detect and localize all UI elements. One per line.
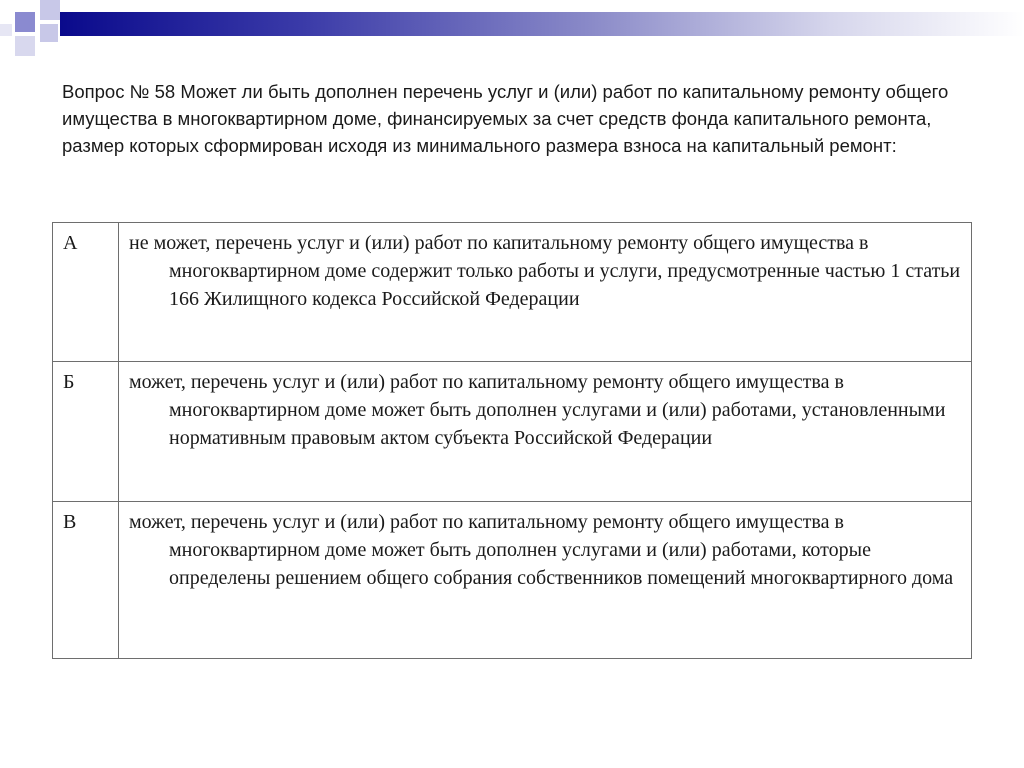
answer-letter: Б [53, 362, 119, 502]
answer-letter: А [53, 223, 119, 362]
answer-text: не может, перечень услуг и (или) работ по капитальному ремонту общего имущества в многоквартирном доме содержит только работы и услуги, предусмотренные частью 1 статьи 166 Жилищного кодекса Российской Федерации [119, 223, 972, 362]
decor-square [15, 12, 35, 32]
answers-table [52, 222, 972, 659]
decor-square [40, 24, 58, 42]
answer-row [53, 502, 972, 659]
question-text: Вопрос № 58 Может ли быть дополнен перечень услуг и (или) работ по капитальному ремонту общего имущества в многоквартирном доме, финансируемых за счет средств фонда капитального ремонта, размер которых сформирован исходя из минимального размера взноса на капитальный ремонт: [62, 81, 949, 156]
decor-square [0, 24, 12, 36]
answer-text: может, перечень услуг и (или) работ по капитальному ремонту общего имущества в многоквартирном доме может быть дополнен услугами и (или) работами, которые определены решением общего собрания собственников помещений многоквартирного дома [119, 502, 972, 659]
answer-row [53, 362, 972, 502]
answer-text: может, перечень услуг и (или) работ по капитальному ремонту общего имущества в многоквартирном доме может быть дополнен услугами и (или) работами, установленными нормативным правовым актом субъекта Российской Федерации [119, 362, 972, 502]
decor-square [40, 0, 60, 20]
answer-row [53, 223, 972, 362]
answer-letter: В [53, 502, 119, 659]
decor-square [15, 36, 35, 56]
header-gradient-bar [60, 12, 1024, 36]
